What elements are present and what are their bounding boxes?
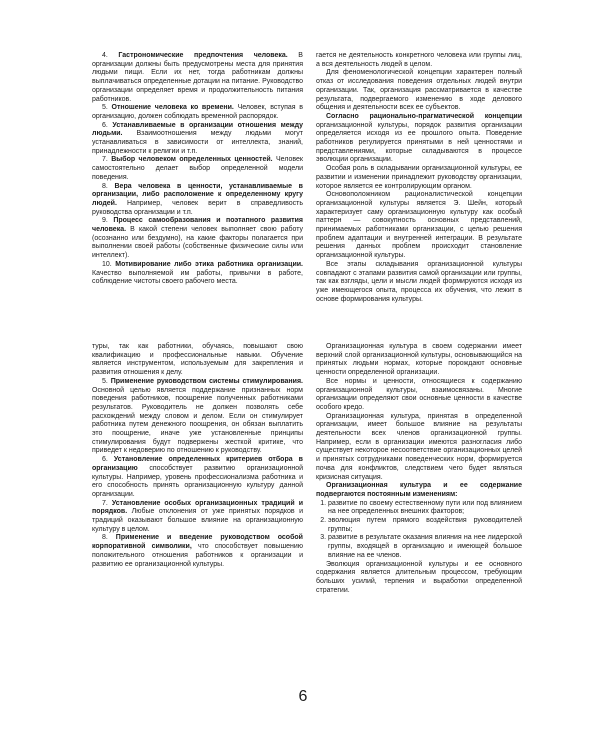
item-number: 8. [102,534,116,542]
column-top-right [316,52,522,304]
list-item: 1. развитие по своему естественному пути или под влиянием на нее определенных внешних факторов; [328,500,522,517]
paragraph [316,261,522,305]
paragraph-text: Основоположником рационалистической концепции организационной культуры является Э. Шейн, который характеризует саму организационную культуру как особый паттерн — совокупность основных представлений, принимаемых работниками организации, с целью решения проблем адаптации и внутренней интеграции. В результате решения данных проблем происходит становление организационной культуры. [316,191,522,260]
paragraph-heading: Отношение человека ко времени. [111,104,234,112]
item-number: 7. [102,499,112,507]
column-bottom-right [316,343,522,595]
page-number: 6 [298,688,308,705]
paragraph-text: туры, так как работники, обучаясь, повышают свою квалификацию и профессиональные навыки. Обучение является инструментом, используемым для закрепления и развития отношения к делу. [92,343,303,377]
paragraph [316,191,522,261]
list-item: 3. развитие в результате оказания влияния на нее лидерской группы, входящей в организацию и имеющей большое влияние на ее членов. [328,534,522,560]
paragraph-text: Человек самостоятельно делает выбор определенной модели поведения. [92,156,303,181]
paragraph [92,378,303,456]
item-number: 6. [102,121,113,129]
paragraph-heading: Согласно рационально-прагматической концепции [326,112,522,120]
paragraph [92,343,303,378]
change-list [316,500,522,561]
paragraph-text: гается не деятельность конкретного человека или группы лиц, а вся деятельность людей в целом. [316,52,522,68]
paragraph-heading: Установление определенных критериев отбора в организацию [92,456,303,472]
item-number: 5. [102,377,111,385]
paragraph-text: Например, человек верит в справедливость руководства организации и т.п. [92,199,303,216]
paragraph-text: что способствует повышению положительного отношения работников к организации и развитию ее организационной культуры. [92,543,303,568]
paragraph [316,69,522,113]
paragraph [92,52,303,104]
paragraph-heading: Применение руководством системы стимулирования. [110,377,303,385]
paragraph-text: Организационная культура в своем содержании имеет верхний слой организационной культуры, основывающийся на принятых людьми нормах, которые порождают основные ценности определенной организации. [316,343,522,377]
paragraph-heading: Процесс самообразования и поэтапного развития человека. [92,217,303,234]
paragraph [92,534,303,569]
item-number: 8. [102,182,115,190]
paragraph [92,122,303,157]
item-number: 4. [102,52,119,59]
paragraph-text: Особая роль в складывании организационной культуры, ее развитии и изменении принадлежит руководству организации, которое является ее контролирующим органом. [316,165,522,190]
paragraph-text: Взаимоотношения между людьми могут устанавливаться в зависимости от интеллекта, знаний, принадлежности к религии и т.п. [92,130,303,155]
paragraph-text: Все этапы складывания организационной культуры совпадают с этапами развития самой организации или группы, так как взгляды, цели и мысли людей формируются исходя из уже имеющегося опыта, процесса их обучения, что лежит в основе формирования культуры. [316,260,522,303]
paragraph-text: В организации должны быть предусмотрены места для принятия людьми пищи. Если их нет, тогда работникам должны выплачиваться определенные дотации на питание. Руководство организации определяет время и продолжительность питания работников. [92,52,303,103]
paragraph [92,217,303,261]
paragraph-text: Качество выполняемой им работы, привычки в работе, соблюдение чистоты своего рабочего места. [92,269,303,286]
paragraph-text: Основной целью является поддержание признанных норм поведения работников, поощрение полученных работниками результатов. Руководитель не должен позволять себе расхождений между словом и делом. Если он стимулирует работника путем денежного поощрения, он обязан выплатить это поощрение, иначе уже установленные принципы стимулирования будут подвержены жесткой критике, что приведет к недоверию по отношению к руководству. [92,386,303,455]
paragraph [316,413,522,483]
paragraph-text: Организационная культура, принятая в определенной организации, имеет большое влияние на результаты деятельности всех членов организационной группы. Например, если в организации имеются разногласия либо существует некоторое несоответствие организационных целей и принятых сотрудниками поведенческих норм, формируется почва для конфликтов, следствием чего будет являться кризисная ситуация. [316,412,522,481]
paragraph-heading: Установление особых организационных традиций и порядков. [92,499,303,516]
paragraph [92,183,303,218]
paragraph-heading: Устанавливаемые в организации отношения между людьми. [92,121,303,138]
paragraph [92,261,303,287]
paragraph [316,378,522,413]
item-number: 10. [102,260,116,268]
paragraph-text: организационной культуры, порядок развития организации определяется исходя из ее прошлого опыта. Поведение работников регулируется принятыми в ней ценностями и представлениями, которые складываются в процессе эволюции организации. [316,121,522,164]
item-number: 9. [102,217,114,225]
paragraph [316,52,522,69]
paragraph [316,482,522,499]
paragraph [92,500,303,535]
paragraph-text: Эволюция организационной культуры и ее основного содержания является длительным процессом, требующим больших усилий, терпения и выработки определенной стратегии. [316,560,522,594]
list-item: 2. эволюция путем прямого воздействия руководителей группы; [328,517,522,534]
paragraph-text: способствует развитию организационной культуры. Например, уровень профессионализма работника и его способность принять организационную культуру данной организации. [92,464,303,498]
paragraph-text: Любые отклонения от уже принятых порядков и традиций оказывают большое влияние на организационную культуру в целом. [92,508,303,533]
paragraph-heading: Применение и введение руководством особой корпоративной символики, [92,534,303,551]
column-bottom-left [92,343,303,569]
paragraph [92,156,303,182]
paragraph-heading: Мотивирование либо этика работника организации. [115,260,304,268]
paragraph [92,104,303,121]
paragraph-text: В какой степени человек выполняет свою работу (осознанно или бездумно), на какие факторы полагается при выполнении своей работы (собственные физические силы или интеллект). [92,226,303,260]
paragraph-heading: Гастрономические предпочтения человека. [118,52,288,59]
item-number: 7. [102,156,112,164]
paragraph-heading: Организационная культура и ее содержание подвергаются постоянным изменениям: [316,482,522,498]
paragraph [316,343,522,378]
paragraph [316,561,522,596]
paragraph-text: Человек, вступая в организацию, должен соблюдать временной распорядок. [92,104,303,120]
item-number: 5. [102,104,112,112]
paragraph [316,165,522,191]
paragraph [92,456,303,500]
column-top-left [92,52,303,287]
paragraph-heading: Вера человека в ценности, устанавливаемые в организации, либо расположение к определенному кругу людей. [92,182,303,207]
paragraph-text: Все нормы и ценности, относящиеся к содержанию организационной культуры, взаимосвязаны. Многие организации определяют свои основные ценности в качестве особого кредо. [316,377,522,411]
item-number: 6. [102,456,114,464]
paragraph-heading: Выбор человеком определенных ценностей. [111,156,273,164]
paragraph-text: Для феноменологической концепции характерен полный отказ от исследования поведения отдельных людей внутри организации. Так, организация рассматривается в качестве результата, подвергаемого изменению в ходе делового общения и деятельности всех ее субъектов. [316,69,522,112]
paragraph [316,113,522,165]
